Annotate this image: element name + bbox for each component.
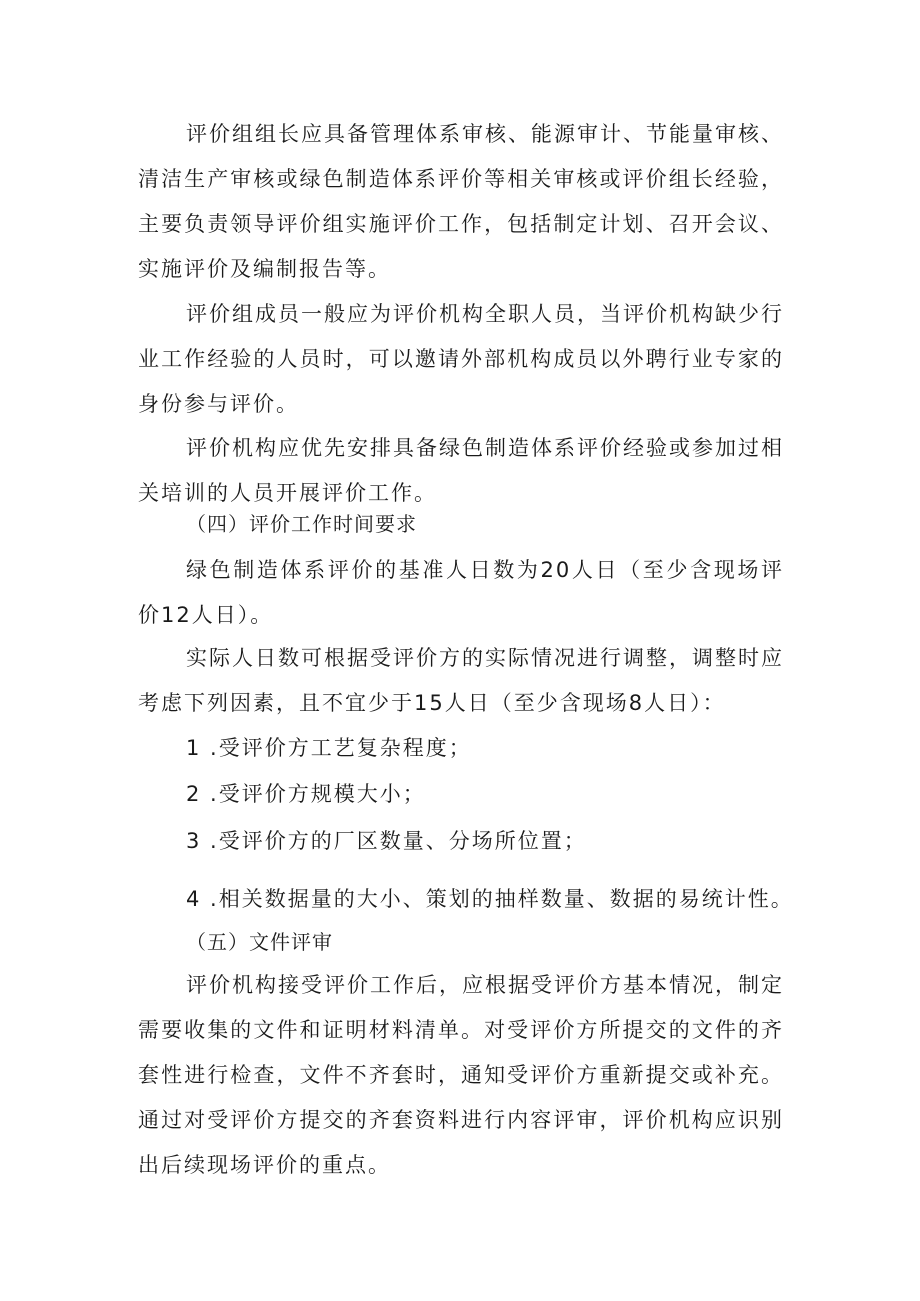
- list-item: 3 .受评价方的厂区数量、分场所位置；: [186, 829, 587, 853]
- section-heading-document-review: （五）文件评审: [186, 930, 333, 954]
- list-item: 2 .受评价方规模大小；: [186, 782, 426, 806]
- paragraph-team-members: 评价组成员一般应为评价机构全职人员，当评价机构缺少行业工作经验的人员时，可以邀请外部机构成员以外聘行业专家的身份参与评价。: [138, 302, 784, 416]
- section-heading-time-requirements: （四）评价工作时间要求: [186, 512, 417, 536]
- paragraph-assignment: 评价机构应优先安排具备绿色制造体系评价经验或参加过相关培训的人员开展评价工作。: [138, 436, 784, 505]
- list-item: 1 .受评价方工艺复杂程度；: [186, 736, 472, 760]
- paragraph-document-review: 评价机构接受评价工作后，应根据受评价方基本情况，制定需要收集的文件和证明材料清单。对受评价方所提交的文件的齐套性进行检查，文件不齐套时，通知受评价方重新提交或补充。通过对受评价方提交的齐套资料进行内容评审，评价机构应识别出后续现场评价的重点。: [138, 973, 784, 1177]
- list-item: 4 .相关数据量的大小、策划的抽样数量、数据的易统计性。: [186, 887, 794, 911]
- paragraph-adjustment: 实际人日数可根据受评价方的实际情况进行调整，调整时应考虑下列因素，且不宜少于15人日（至少含现场8人日）：: [138, 646, 784, 715]
- paragraph-team-leader: 评价组组长应具备管理体系审核、能源审计、节能量审核、清洁生产审核或绿色制造体系评价等相关审核或评价组长经验，主要负责领导评价组实施评价工作，包括制定计划、召开会议、实施评价及编制报告等。: [138, 122, 784, 281]
- paragraph-baseline-days: 绿色制造体系评价的基准人日数为20人日（至少含现场评价12人日）。: [138, 558, 784, 627]
